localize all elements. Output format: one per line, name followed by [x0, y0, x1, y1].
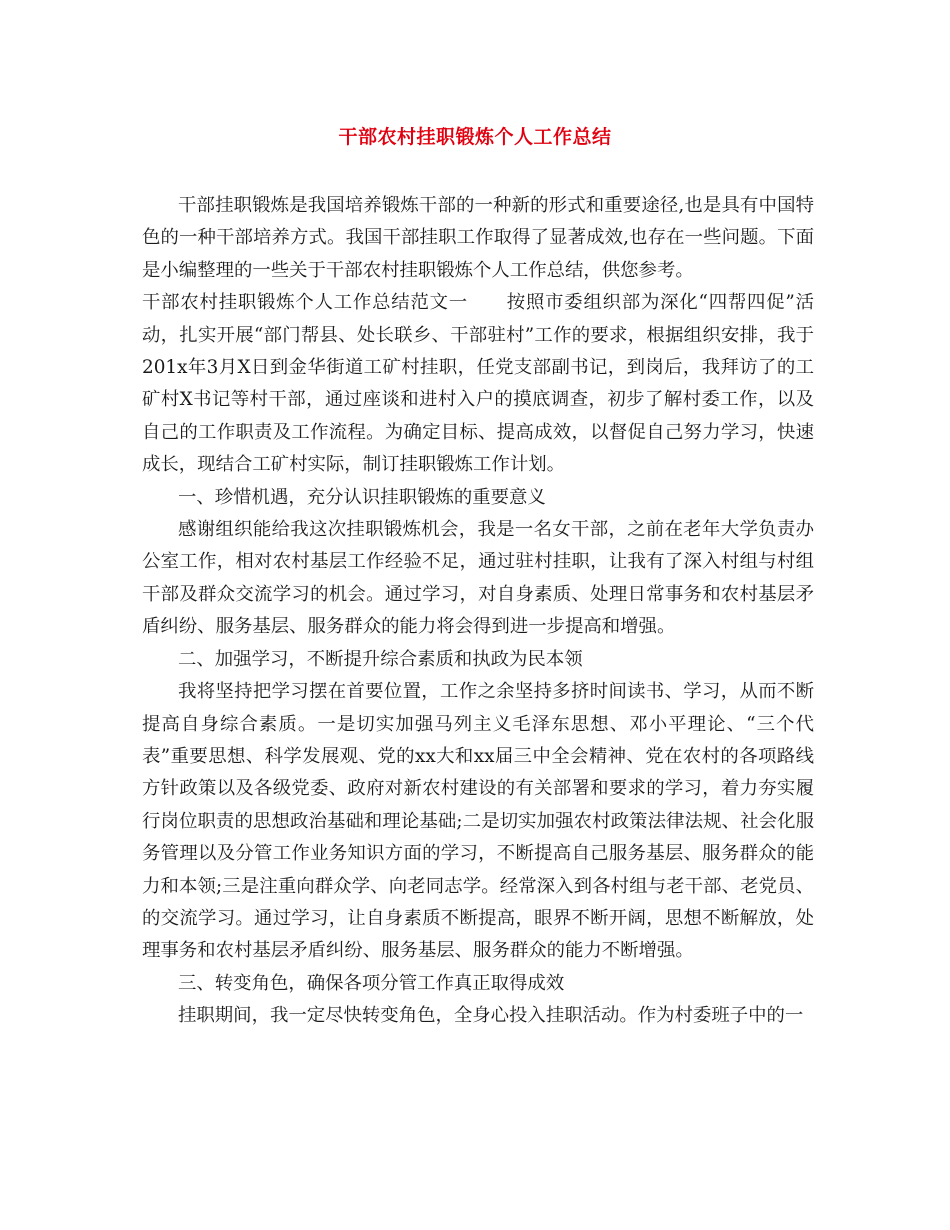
section3-body: 挂职期间，我一定尽快转变角色，全身心投入挂职活动。作为村委班子中的一 [178, 1005, 804, 1027]
opening-text: 按照市委组织部为深化“四帮四促”活动，扎实开展“部门帮县、处长联乡、干部驻村”工作的要求，根据组织安排，我于201x年3月X日到金华街道工矿村挂职，任党支部副书记，到岗后，我拜访了的工矿村X书记等村干部，通过座谈和进村入户的摸底调查，初步了解村委工作，以及自己的工作职责及工作流程。为确定目标、提高成效，以督促自己努力学习，快速成长，现结合工矿村实际，制订挂职锻炼工作计划。 [142, 292, 814, 476]
intro-paragraph: 干部挂职锻炼是我国培养锻炼干部的一种新的形式和重要途径,也是具有中国特色的一种干部培养方式。我国干部挂职工作取得了显著成效,也存在一些问题。下面是小编整理的一些关于干部农村挂职锻炼个人工作总结，供您参考。 [142, 195, 814, 281]
section2-body: 我将坚持把学习摆在首要位置，工作之余坚持多挤时间读书、学习，从而不断提高自身综合素质。一是切实加强马列主义毛泽东思想、邓小平理论、“三个代表”重要思想、科学发展观、党的xx大和xx届三中全会精神、党在农村的各项路线方针政策以及各级党委、政府对新农村建设的有关部署和要求的学习，着力夯实履行岗位职责的思想政治基础和理论基础;二是切实加强农村政策法律法规、社会化服务管理以及分管工作业务知识方面的学习，不断提高自己服务基层、服务群众的能力和本领;三是注重向群众学、向老同志学。经常深入到各村组与老干部、老党员、的交流学习。通过学习，让自身素质不断提高，眼界不断开阔，思想不断解放，处理事务和农村基层矛盾纠纷、服务基层、服务群众的能力不断增强。 [142, 681, 814, 962]
document-body [142, 190, 814, 1033]
section1-heading: 一、珍惜机遇，充分认识挂职锻炼的重要意义 [178, 486, 546, 508]
document-title: 干部农村挂职锻炼个人工作总结 [338, 126, 612, 148]
sample-paragraph [142, 287, 814, 481]
section3-heading: 三、转变角色，确保各项分管工作真正取得成效 [178, 972, 565, 994]
section1-body: 感谢组织能给我这次挂职锻炼机会，我是一名女干部，之前在老年大学负责办公室工作，相对农村基层工作经验不足，通过驻村挂职，让我有了深入村组与村组干部及群众交流学习的机会。通过学习，对自身素质、处理日常事务和农村基层矛盾纠纷、服务基层、服务群众的能力将会得到进一步提高和增强。 [142, 519, 814, 638]
sample-heading: 干部农村挂职锻炼个人工作总结范文一 [142, 292, 468, 314]
section2-heading: 二、加强学习，不断提升综合素质和执政为民本领 [178, 648, 583, 670]
